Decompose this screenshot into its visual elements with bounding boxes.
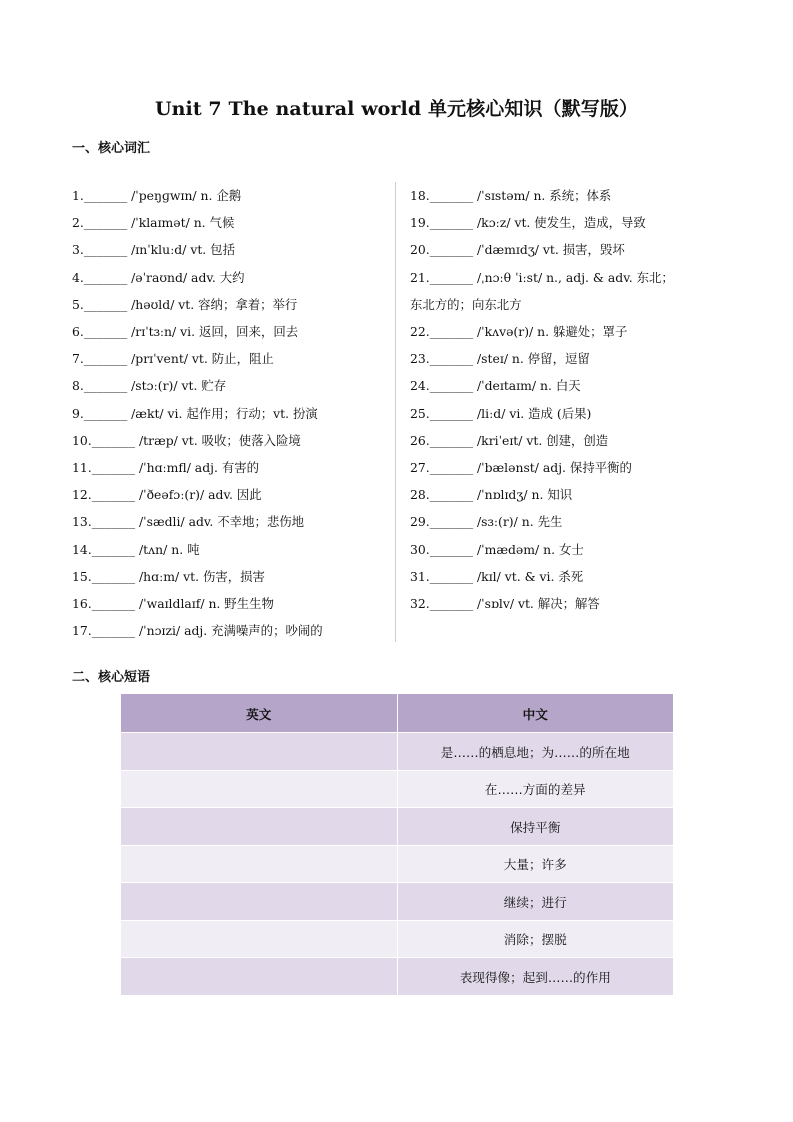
- chinese-meaning-cell: 大量；许多: [397, 845, 674, 883]
- vocab-item: 27._______ /ˈbælənst/ adj. 保持平衡的: [410, 460, 632, 476]
- vocab-item: 14._______ /tʌn/ n. 吨: [72, 541, 200, 557]
- table-row: [121, 920, 674, 958]
- vocab-item: 2._______ /ˈklaɪmət/ n. 气候: [72, 215, 235, 231]
- vocab-item: 32._______ /ˈsɒlv/ vt. 解决；解答: [410, 596, 600, 612]
- table-row: [121, 883, 674, 921]
- vocab-item: 9._______ /ækt/ vi. 起作用；行动；vt. 扮演: [72, 405, 318, 421]
- vocab-item: 25._______ /liːd/ vi. 造成 (后果): [410, 405, 592, 421]
- vocab-item: 1._______ /ˈpeŋɡwɪn/ n. 企鹅: [72, 188, 242, 203]
- table-row: [121, 770, 674, 808]
- vocab-item: 15._______ /hɑːm/ vt. 伤害，损害: [72, 568, 265, 584]
- section-heading-phrases: 二、核心短语: [72, 670, 151, 685]
- vocab-item: 3._______ /ɪnˈkluːd/ vt. 包括: [72, 242, 235, 258]
- vocab-item: 12._______ /ˈðeəfɔː(r)/ adv. 因此: [72, 487, 262, 503]
- vocabulary-column-right: [410, 182, 678, 617]
- table-row: [121, 958, 674, 996]
- vocab-item: 10._______ /træp/ vt. 吸收；使落入险境: [72, 432, 301, 448]
- vocab-item: 23._______ /steɪ/ n. 停留，逗留: [410, 351, 590, 367]
- vocab-item: 16._______ /ˈwaɪldlaɪf/ n. 野生生物: [72, 596, 274, 612]
- vocab-item: 13._______ /ˈsædli/ adv. 不幸地；悲伤地: [72, 514, 305, 530]
- table-row: [121, 808, 674, 846]
- vocab-item: 24._______ /ˈdeɪtaɪm/ n. 白天: [410, 378, 581, 394]
- vocab-item: 17._______ /ˈnɔɪzi/ adj. 充满噪声的；吵闹的: [72, 623, 323, 639]
- vocab-item: 7._______ /prɪˈvent/ vt. 防止，阻止: [72, 351, 274, 367]
- vocab-item: 6._______ /rɪˈtɜːn/ vi. 返回，回来，回去: [72, 324, 299, 340]
- vocab-item: 21._______ /ˌnɔːθ ˈiːst/ n., adj. & adv. 东北；东北方的；向东北方: [410, 269, 674, 312]
- vocab-item: 29._______ /sɜː(r)/ n. 先生: [410, 514, 563, 530]
- vocab-item: 30._______ /ˈmædəm/ n. 女士: [410, 541, 584, 557]
- table-row: [121, 733, 674, 771]
- chinese-meaning-cell: 继续；进行: [397, 883, 674, 921]
- vocab-item: 22._______ /ˈkʌvə(r)/ n. 躲避处；罩子: [410, 324, 628, 340]
- section-heading-vocabulary: 一、核心词汇: [72, 141, 151, 156]
- table-header-row: [121, 694, 674, 733]
- chinese-meaning-cell: 保持平衡: [397, 808, 674, 846]
- chinese-meaning-cell: 是……的栖息地；为……的所在地: [397, 733, 674, 771]
- column-divider: [395, 182, 396, 642]
- chinese-meaning-cell: 表现得像；起到……的作用: [397, 958, 674, 996]
- vocab-item: 26._______ /kriˈeɪt/ vt. 创建，创造: [410, 432, 609, 448]
- chinese-meaning-cell: 消除；摆脱: [397, 920, 674, 958]
- english-answer-cell[interactable]: [121, 845, 398, 883]
- phrases-table: [120, 693, 674, 996]
- vocab-item: 31._______ /kɪl/ vt. & vi. 杀死: [410, 568, 584, 584]
- english-answer-cell[interactable]: [121, 920, 398, 958]
- english-answer-cell[interactable]: [121, 958, 398, 996]
- vocab-item: 19._______ /kɔːz/ vt. 使发生，造成，导致: [410, 215, 646, 231]
- english-answer-cell[interactable]: [121, 883, 398, 921]
- table-row: [121, 845, 674, 883]
- vocab-item: 28._______ /ˈnɒlɪdʒ/ n. 知识: [410, 487, 573, 503]
- vocab-item: 18._______ /ˈsɪstəm/ n. 系统；体系: [410, 188, 612, 203]
- vocab-item: 4._______ /əˈraʊnd/ adv. 大约: [72, 269, 245, 285]
- vocab-item: 11._______ /ˈhɑːmfl/ adj. 有害的: [72, 460, 260, 476]
- english-answer-cell[interactable]: [121, 770, 398, 808]
- vocabulary-list: [72, 182, 674, 646]
- column-header-chinese: 中文: [397, 694, 674, 733]
- chinese-meaning-cell: 在……方面的差异: [397, 770, 674, 808]
- vocab-item: 5._______ /həʊld/ vt. 容纳；拿着；举行: [72, 296, 298, 312]
- english-answer-cell[interactable]: [121, 808, 398, 846]
- page-title: Unit 7 The natural world 单元核心知识（默写版）: [154, 98, 639, 120]
- vocab-item: 20._______ /ˈdæmɪdʒ/ vt. 损害，毁坏: [410, 242, 625, 258]
- vocabulary-column-left: [72, 182, 394, 644]
- english-answer-cell[interactable]: [121, 733, 398, 771]
- column-header-english: 英文: [121, 694, 398, 733]
- vocab-item: 8._______ /stɔː(r)/ vt. 贮存: [72, 378, 227, 394]
